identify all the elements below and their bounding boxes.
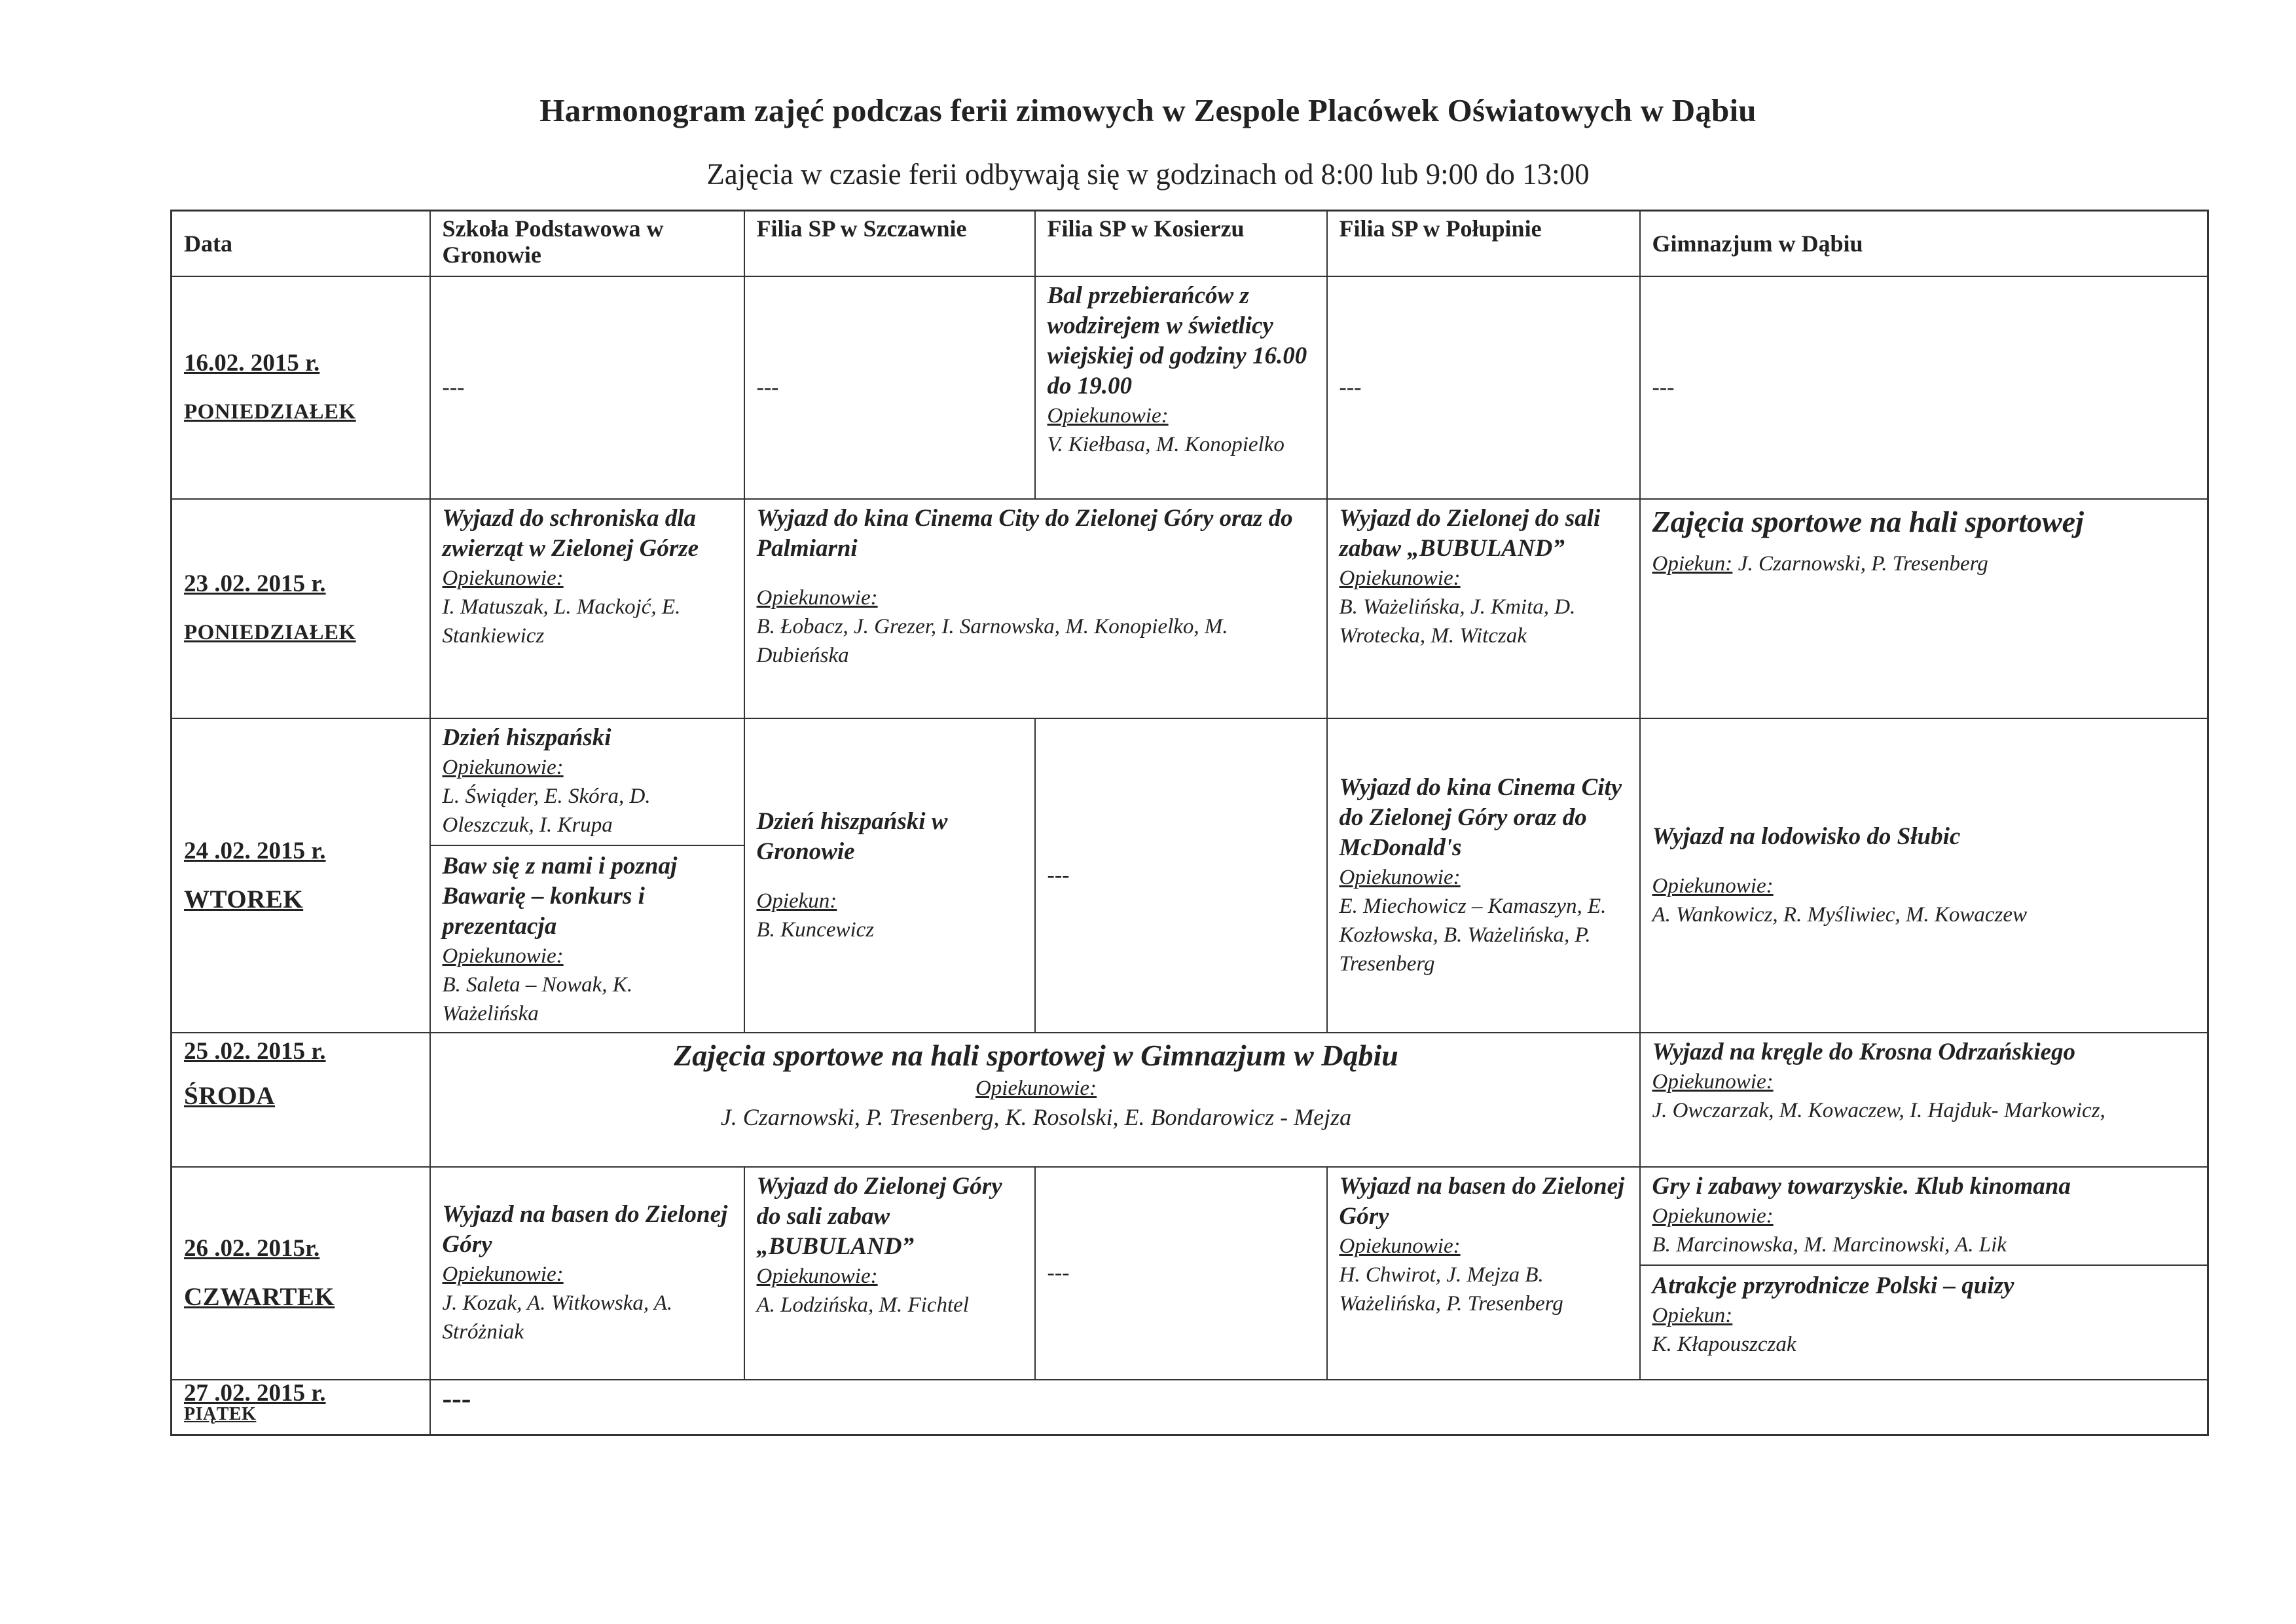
empty-marker: --- [1047, 1261, 1070, 1285]
caretakers-names: A. Lodzińska, M. Fichtel [756, 1293, 969, 1317]
activity-title: Wyjazd do schroniska dla zwierząt w Zielonej Górze [442, 504, 699, 562]
caretakers-label: Opiekunowie: [442, 755, 564, 779]
kosierz-cell [1035, 1167, 1327, 1380]
date-cell [172, 718, 430, 1033]
row-day: WTOREK [184, 885, 304, 913]
table-row [172, 499, 2208, 718]
caretakers-names: J. Czarnowski, P. Tresenberg, K. Rosolski, E. Bondarowicz - Mejza [720, 1103, 1352, 1130]
header-szczawno-cell [744, 211, 1035, 276]
row-day: PONIEDZIAŁEK [184, 621, 356, 644]
header-date: Data [184, 230, 232, 257]
caretakers-names: B. Ważelińska, J. Kmita, D. Wrotecka, M. Witczak [1339, 595, 1576, 648]
activity-title: Wyjazd na basen do Zielonej Góry [442, 1201, 728, 1258]
header-row [172, 211, 2208, 276]
table-row [172, 1380, 2208, 1435]
header-gim: Gimnazjum w Dąbiu [1652, 230, 1863, 257]
polupin-cell [1327, 276, 1640, 499]
caretakers-label: Opiekunowie: [1339, 566, 1461, 590]
gim-cell [1640, 499, 2208, 718]
activity-title: Wyjazd do kina Cinema City do Zielonej Góry oraz do Palmiarni [756, 504, 1293, 562]
empty-marker: --- [1047, 862, 1070, 887]
merged-activity-cell [430, 1033, 1640, 1167]
schedule-table [170, 210, 2209, 1436]
activity-title: Wyjazd do Zielonej Góry do sali zabaw „BUBULAND” [756, 1172, 1002, 1260]
activity-title: Dzień hiszpański [442, 724, 611, 751]
caretakers-names: J. Czarnowski, P. Tresenberg [1738, 551, 1988, 576]
empty-marker: --- [1652, 375, 1675, 399]
caretakers-label: Opiekunowie: [975, 1076, 1097, 1100]
gim-cell [1640, 276, 2208, 499]
activity-title: Wyjazd na basen do Zielonej Góry [1339, 1172, 1625, 1230]
activity-title: Wyjazd na lodowisko do Słubic [1652, 822, 1961, 850]
row-day: PONIEDZIAŁEK [184, 399, 356, 424]
caretakers-names: K. Kłapouszczak [1652, 1332, 1796, 1356]
caretakers-label: Opiekun: [1652, 1303, 1733, 1327]
caretakers-label: Opiekun: [1652, 551, 1733, 576]
empty-marker: --- [1339, 375, 1362, 399]
caretakers-names: V. Kiełbasa, M. Konopielko [1047, 432, 1285, 456]
caretakers-label: Opiekunowie: [442, 566, 564, 590]
gim-cell [1640, 1033, 2208, 1167]
caretakers-names: B. Saleta – Nowak, K. Ważelińska [442, 972, 633, 1025]
activity-title: Wyjazd do kina Cinema City do Zielonej Góry oraz do McDonald's [1339, 773, 1622, 861]
caretakers-names: J. Owczarzak, M. Kowaczew, I. Hajduk- Markowicz, [1652, 1098, 2105, 1122]
caretakers-label: Opiekunowie: [442, 1263, 564, 1286]
polupin-cell [1327, 499, 1640, 718]
activity-title: Baw się z nami i poznaj Bawarię – konkurs i prezentacja [442, 852, 678, 940]
caretakers-names: I. Matuszak, L. Mackojć, E. Stankiewicz [442, 595, 681, 648]
header-gim-cell [1640, 211, 2208, 276]
activity-title: Dzień hiszpański w Gronowie [756, 807, 948, 865]
date-cell [172, 276, 430, 499]
gim-cell [1640, 1167, 2208, 1380]
szczawno-cell [744, 276, 1035, 499]
header-sp-cell [430, 211, 744, 276]
caretakers-names: L. Świąder, E. Skóra, D. Oleszczuk, I. Krupa [442, 784, 651, 837]
row-date: 25 .02. 2015 r. [184, 1037, 326, 1065]
caretakers-label: Opiekunowie: [756, 585, 878, 610]
caretakers-label: Opiekunowie: [442, 944, 564, 968]
caretakers-names: B. Marcinowska, M. Marcinowski, A. Lik [1652, 1232, 2007, 1257]
caretakers-names: H. Chwirot, J. Mejza B. Ważelińska, P. Tresenberg [1339, 1263, 1563, 1316]
empty-marker: --- [756, 375, 779, 399]
row-date: 23 .02. 2015 r. [184, 570, 326, 597]
kosierz-cell [1035, 718, 1327, 1033]
szczawno-kosierz-cell [744, 499, 1327, 718]
header-polupin-cell [1327, 211, 1640, 276]
szczawno-cell [744, 1167, 1035, 1380]
merged-activity-cell [430, 1380, 2208, 1435]
header-szczawno: Filia SP w Szczawnie [756, 215, 967, 242]
caretakers-label: Opiekunowie: [1047, 403, 1169, 428]
polupin-cell [1327, 1167, 1640, 1380]
caretakers-names: E. Miechowicz – Kamaszyn, E. Kozłowska, B. Ważelińska, P. Tresenberg [1339, 894, 1607, 976]
row-day: ŚRODA [184, 1081, 276, 1110]
activity-title: Zajęcia sportowe na hali sportowej w Gimnazjum w Dąbiu [674, 1038, 1398, 1072]
caretakers-names: B. Łobacz, J. Grezer, I. Sarnowska, M. Konopielko, M. Dubieńska [756, 614, 1228, 667]
empty-marker: --- [442, 1382, 471, 1414]
caretakers-label: Opiekunowie: [1339, 865, 1461, 889]
table-row [172, 718, 2208, 1033]
empty-marker: --- [442, 375, 465, 399]
activity-title: Wyjazd na kręgle do Krosna Odrzańskiego [1652, 1038, 2076, 1065]
activity-title: Gry i zabawy towarzyskie. Klub kinomana [1652, 1172, 2071, 1200]
row-date: 26 .02. 2015r. [184, 1235, 320, 1262]
caretakers-label: Opiekunowie: [1652, 1069, 1774, 1094]
caretakers-label: Opiekunowie: [1652, 874, 1774, 898]
table-row [172, 276, 2208, 499]
caretakers-names: B. Kuncewicz [756, 917, 875, 942]
row-date: 16.02. 2015 r. [184, 349, 320, 377]
sp-cell [430, 276, 744, 499]
row-day: PIĄTEK [184, 1403, 257, 1424]
table-row [172, 1167, 2208, 1380]
document-title: Harmonogram zajęć podczas ferii zimowych w Zespole Placówek Oświatowych w Dąbiu [539, 92, 1757, 128]
caretakers-label: Opiekunowie: [756, 1264, 878, 1288]
sp-cell [430, 499, 744, 718]
row-day: CZWARTEK [184, 1283, 335, 1311]
date-cell [172, 1033, 430, 1167]
header-date-cell [172, 211, 430, 276]
activity-title: Wyjazd do Zielonej do sali zabaw „BUBULAND” [1339, 504, 1601, 562]
activity-title: Atrakcje przyrodnicze Polski – quizy [1652, 1272, 2014, 1299]
szczawno-cell [744, 718, 1035, 1033]
header-kosierz: Filia SP w Kosierzu [1047, 215, 1245, 242]
sub-activity [1641, 1264, 2208, 1359]
caretakers-label: Opiekunowie: [1339, 1234, 1461, 1258]
polupin-cell [1327, 718, 1640, 1033]
gim-cell [1640, 718, 2208, 1033]
header-polupin: Filia SP w Połupinie [1339, 215, 1542, 242]
date-cell [172, 1380, 430, 1435]
activity-title: Zajęcia sportowe na hali sportowej [1652, 504, 2084, 538]
row-date: 24 .02. 2015 r. [184, 837, 326, 864]
activity-title: Bal przebierańców z wodzirejem w świetlicy wiejskiej od godziny 16.00 do 19.00 [1047, 282, 1307, 399]
row-date: 27 .02. 2015 r. [184, 1379, 326, 1407]
sp-cell [430, 1167, 744, 1380]
header-sp: Szkoła Podstawowa w Gronowie [442, 215, 664, 268]
caretakers-label: Opiekun: [756, 889, 837, 913]
sub-activity [431, 845, 744, 1028]
sp-cell [430, 718, 744, 1033]
caretakers-names: A. Wankowicz, R. Myśliwiec, M. Kowaczew [1652, 902, 2028, 927]
table-row [172, 1033, 2208, 1167]
date-cell [172, 499, 430, 718]
caretakers-label: Opiekunowie: [1652, 1204, 1774, 1228]
header-kosierz-cell [1035, 211, 1327, 276]
caretakers-names: J. Kozak, A. Witkowska, A. Stróżniak [442, 1291, 673, 1344]
date-cell [172, 1167, 430, 1380]
kosierz-cell [1035, 276, 1327, 499]
document-subtitle: Zajęcia w czasie ferii odbywają się w godzinach od 8:00 lub 9:00 do 13:00 [706, 158, 1590, 191]
